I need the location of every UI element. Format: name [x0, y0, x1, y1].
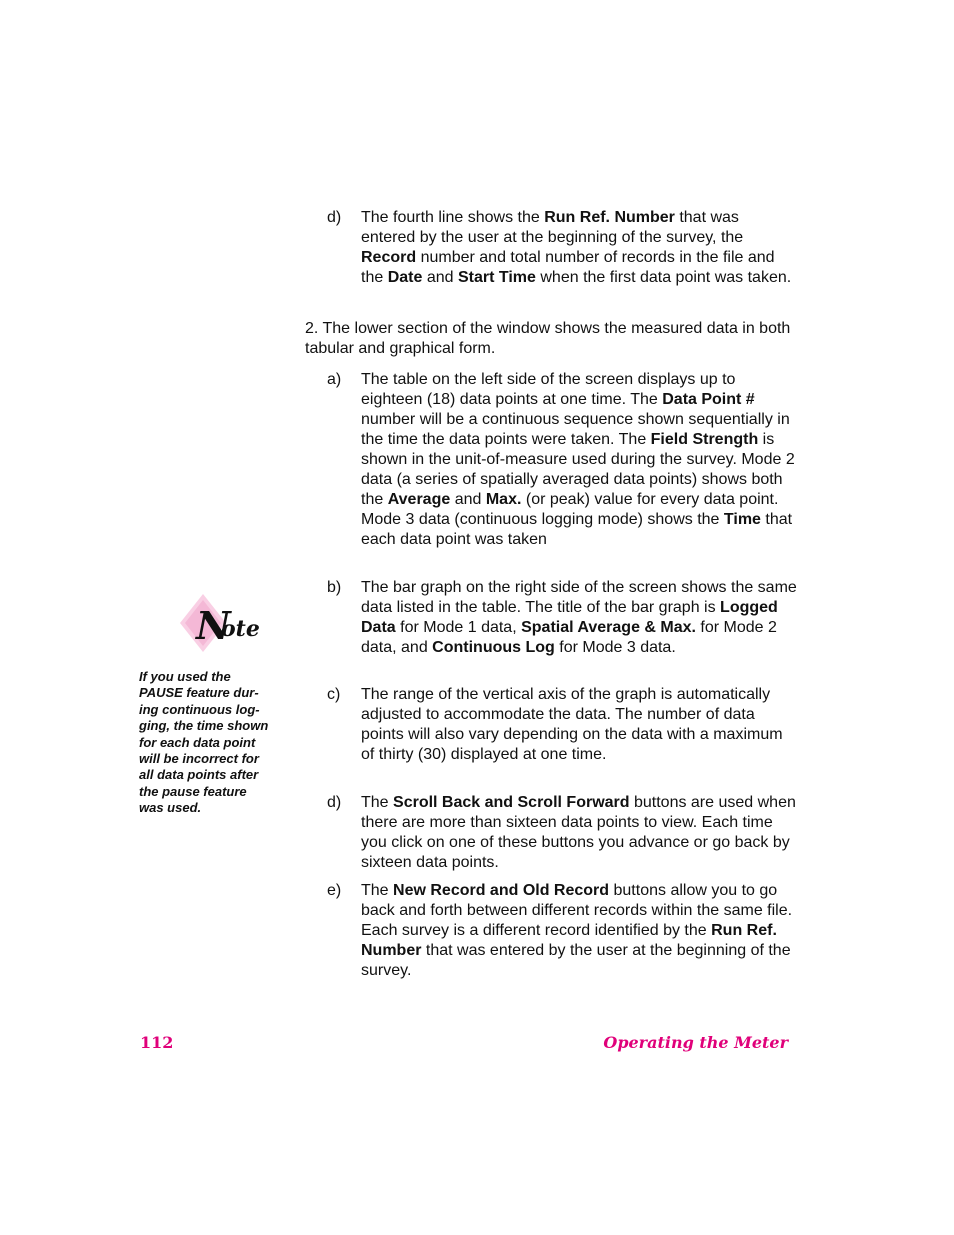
note-logo-cap: N — [196, 603, 231, 648]
note-logo — [180, 592, 270, 654]
list-item-2a — [327, 370, 797, 550]
item-text: The bar graph on the right side of the screen shows the same data listed in the table. The title of the bar graph is Logged Data for Mode 1 data, Spatial Average & Max. for Mode 2 data, and Continuous Log for Mode 3 data. — [361, 579, 797, 656]
note-line: PAUSE feature dur- — [139, 685, 259, 701]
list-item-1d — [327, 208, 797, 288]
item-letter: d) — [327, 209, 342, 226]
paragraph-2: 2. The lower section of the window shows the measured data in both tabular and graphical form. — [305, 320, 791, 357]
item-letter: c) — [327, 686, 341, 703]
note-line: was used. — [139, 800, 202, 816]
note-line: the pause feature — [139, 783, 247, 799]
item-letter: e) — [327, 882, 342, 899]
note-line: for each data point — [139, 734, 256, 750]
note-line: ging, the time shown — [139, 718, 269, 734]
item-text: The table on the left side of the screen displays up to eighteen (18) data points at one time. The Data Point # number will be a continuous sequence shown sequentially in the time the data points were taken. The Field Strength is shown in the unit-of-measure used during the survey. Mode 2 data (a series of spatially averaged data points) shows both the Average and Max. (or peak) value for every data point. Mode 3 data (continuous logging mode) shows the Time that each data point was taken — [361, 371, 795, 548]
item-text: The fourth line shows the Run Ref. Number that was entered by the user at the beginning of the survey, the Record number and total number of records in the file and the Date and Start Time when the first data point was taken. — [361, 209, 792, 286]
note-text — [139, 669, 289, 817]
note-line: all data points after — [139, 767, 259, 783]
item-letter: a) — [327, 371, 342, 388]
list-item-2d — [327, 793, 797, 873]
note-logo-rest: ote — [221, 616, 260, 642]
item-text: The range of the vertical axis of the graph is automatically adjusted to accommodate the data. The number of data points will also vary depending on the data with a maximum of thirty (30) displayed at one time. — [361, 686, 783, 763]
item-text: The Scroll Back and Scroll Forward buttons are used when there are more than sixteen data points to view. Each time you click on one of these buttons you advance or go back by sixteen data points. — [361, 794, 796, 871]
list-item-2c — [327, 685, 797, 765]
list-item-2b — [327, 578, 797, 658]
list-item-2e — [327, 881, 797, 981]
section-title: Operating the Meter — [603, 1033, 788, 1052]
item-letter: b) — [327, 579, 342, 596]
note-line: If you used the — [139, 669, 231, 684]
page-number: 112 — [140, 1033, 174, 1052]
note-line: ing continuous log- — [139, 701, 260, 717]
note-line: will be incorrect for — [139, 751, 259, 767]
item-text: The New Record and Old Record buttons allow you to go back and forth between different records within the same file. Each survey is a different record identified by the Run Ref. Number that was entered by the user at the beginning of the survey. — [361, 882, 793, 979]
item-letter: d) — [327, 794, 342, 811]
